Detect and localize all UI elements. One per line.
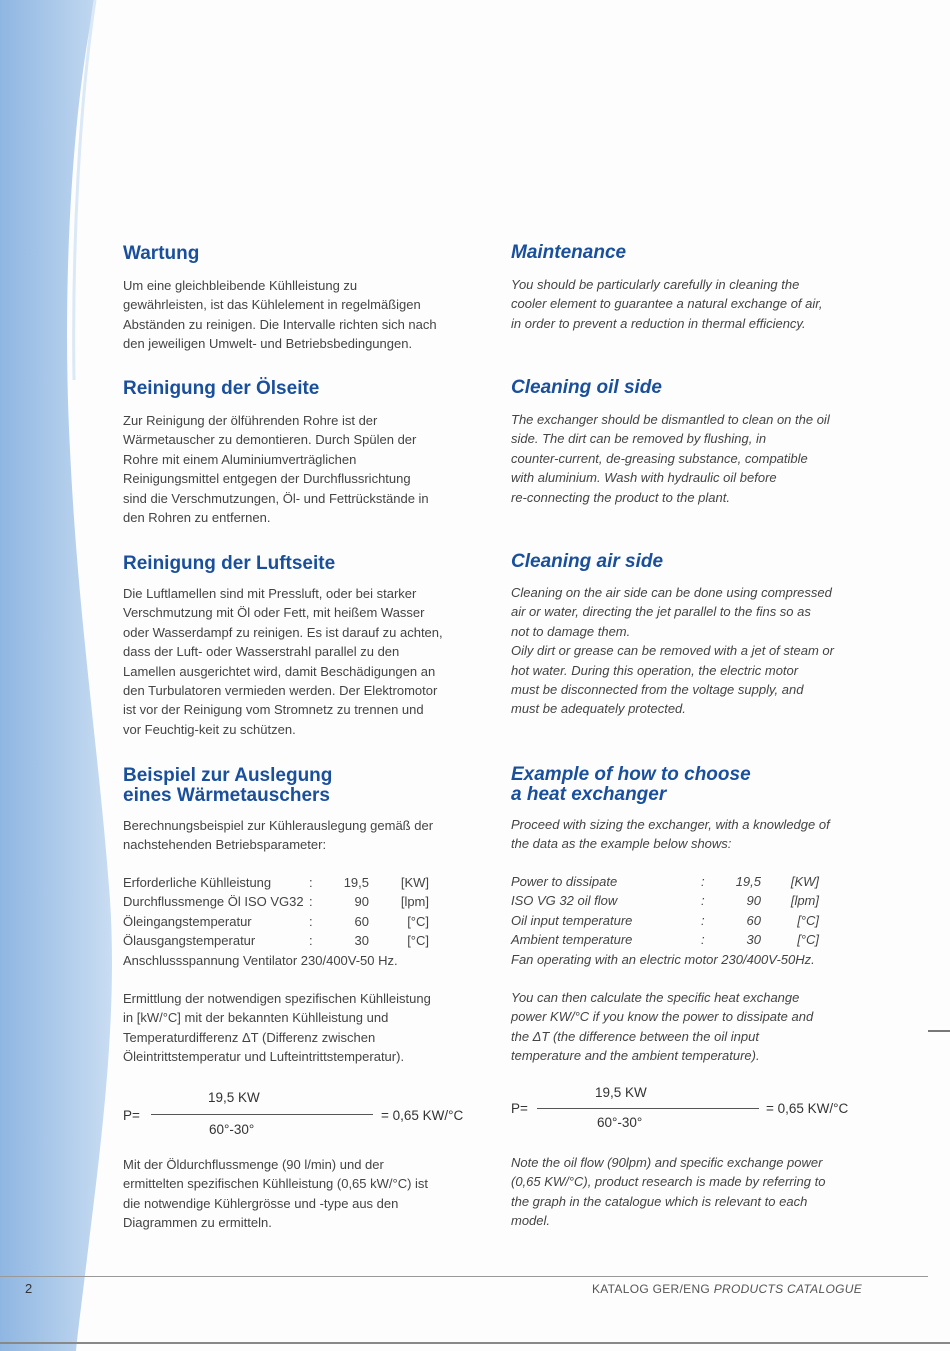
example-heading-de-line1: Beispiel zur Auslegung — [123, 765, 333, 786]
param-value: 19,5 — [735, 874, 761, 889]
table-row — [511, 872, 819, 891]
oil-side-text-de: Zur Reinigung der ölführenden Rohre ist der Wärmetauscher zu demontieren. Durch Spülen der Rohre mit einem Aluminiumverträglichen Reinigungsmittel entgegen der Durchflussrichtung sind die Verschmutzungen, Öl- und Fettrückstände in den Rohren zu entfernen. — [123, 413, 429, 526]
parameter-table-de — [123, 873, 429, 970]
param-sep: : — [701, 893, 705, 909]
parameter-table-en — [511, 872, 819, 969]
formula-numerator: 19,5 KW — [208, 1090, 260, 1105]
param-label: Durchflussmenge Öl ISO VG32 — [123, 894, 304, 910]
param-sep: : — [309, 933, 313, 949]
param-unit: [°C] — [797, 912, 819, 928]
param-sep: : — [309, 894, 313, 910]
formula-p-label: P= — [123, 1108, 140, 1123]
example-heading-en-line2: a heat exchanger — [511, 784, 667, 805]
catalog-footer — [592, 1282, 862, 1296]
fraction-line — [151, 1114, 373, 1115]
page-number: 2 — [25, 1281, 33, 1296]
edge-rule — [928, 1030, 950, 1032]
param-unit: [lpm] — [400, 894, 429, 910]
param-label: Ölausgangstemperatur — [123, 933, 256, 949]
example-heading-en-line1: Example of how to choose — [511, 764, 751, 785]
param-unit: [lpm] — [790, 893, 819, 909]
param-sep: : — [701, 932, 705, 948]
catalog-label-en: PRODUCTS CATALOGUE — [713, 1282, 862, 1296]
param-value: 60 — [354, 913, 369, 929]
air-side-text-de: Die Luftlamellen sind mit Pressluft, oder bei starker Verschmutzung mit Öl oder Fett, mit heißem Wasser oder Wasserdampf zu reinigen. Es ist darauf zu achten, dass der Luft- oder Wasserstrahl parallel zu den Lamellen ausgerichtet wird, damit Beschädigungen an den Turbulatoren vermieden werden. Der Elektromotor ist vor der Reinigung vom Stromnetz zu trennen und vor Feuchtig-keit zu schützen. — [123, 586, 443, 737]
param-value: 60 — [746, 912, 761, 928]
oil-side-heading-en: Cleaning oil side — [511, 377, 662, 398]
fraction-line — [537, 1108, 759, 1109]
param-label: Ambient temperature — [511, 932, 633, 948]
calc-text-de: Ermittlung der notwendigen spezifischen Kühlleistung in [kW/°C] mit der bekannten Kühlleistung und Temperaturdifferenz ΔT (Differenz zwischen Öleintrittstemperatur und Lufteintrittstemperatur). — [123, 991, 431, 1065]
param-sep: : — [309, 913, 313, 929]
formula-en — [511, 1085, 871, 1135]
param-unit: [°C] — [407, 933, 429, 949]
param-extra: Anschlussspannung Ventilator 230/400V-50 Hz. — [123, 952, 398, 968]
bottom-edge-rule — [0, 1342, 950, 1344]
formula-result: = 0,65 KW/°C — [381, 1108, 464, 1123]
air-side-heading-en: Cleaning air side — [511, 551, 664, 572]
catalog-label: KATALOG GER/ENG — [591, 1282, 711, 1296]
table-row — [123, 912, 429, 931]
maintenance-text-en: You should be particularly carefully in cleaning the cooler element to guarantee a natural exchange of air, in order to prevent a reduction in thermal efficiency. — [511, 277, 823, 331]
maintenance-heading-en: Maintenance — [511, 242, 627, 263]
param-value: 90 — [746, 893, 761, 909]
example-intro-en: Proceed with sizing the exchanger, with a knowledge of the data as the example below shows: — [511, 817, 830, 852]
formula-numerator: 19,5 KW — [595, 1085, 647, 1100]
final-text-en: Note the oil flow (90lpm) and specific exchange power (0,65 KW/°C), product research is made by referring to the graph in the catalogue which is relevant to each model. — [511, 1155, 826, 1229]
oil-side-text-en: The exchanger should be dismantled to clean on the oil side. The dirt can be removed by flushing, in counter-current, de-greasing substance, compatible with aluminium. Wash with hydraulic oil before re-connecting the product to the plant. — [511, 412, 830, 505]
param-value: 90 — [354, 894, 369, 910]
param-unit: [KW] — [400, 875, 429, 890]
param-label: Erforderliche Kühlleistung — [123, 875, 272, 890]
maintenance-heading-de: Wartung — [123, 243, 200, 264]
param-label: Power to dissipate — [511, 874, 618, 889]
final-text-de: Mit der Öldurchflussmenge (90 l/min) und der ermittelten spezifischen Kühlleistung (0,65 kW/°C) ist die notwendige Kühlergrösse und -type aus den Diagrammen zu ermitteln. — [123, 1157, 429, 1231]
footer-divider — [0, 1276, 928, 1277]
formula-p-label: P= — [511, 1101, 528, 1116]
air-side-text-en: Cleaning on the air side can be done using compressed air or water, directing the jet parallel to the fins so as not to damage them. Oily dirt or grease can be removed with a jet of steam or hot water. During this operation, the electric motor must be disconnected from the voltage supply, and must be adequately protected. — [511, 585, 834, 717]
example-intro-de: Berechnungsbeispiel zur Kühlerauslegung gemäß der nachstehenden Betriebsparameter: — [123, 818, 434, 853]
param-value: 30 — [354, 933, 369, 949]
param-unit: [KW] — [790, 874, 819, 889]
formula-denominator: 60°-30° — [597, 1115, 643, 1130]
maintenance-text-de: Um eine gleichbleibende Kühlleistung zu gewährleisten, ist das Kühlelement in regelmäßigen Abständen zu reinigen. Die Intervalle richten sich nach den jeweiligen Umwelt- und Betriebsbedingungen. — [123, 278, 437, 352]
param-value: 19,5 — [343, 875, 369, 890]
formula-de — [123, 1090, 483, 1140]
table-row — [123, 892, 429, 911]
param-unit: [°C] — [797, 932, 819, 948]
calc-text-en: You can then calculate the specific heat exchange power KW/°C if you know the power to dissipate and the ΔT (the difference between the oil input temperature and the ambient temperature). — [511, 990, 814, 1064]
param-sep: : — [701, 874, 705, 889]
table-row — [511, 911, 819, 930]
table-row — [123, 951, 429, 970]
table-row — [123, 931, 429, 950]
table-row — [511, 930, 819, 949]
formula-denominator: 60°-30° — [209, 1122, 255, 1137]
param-label: Oil input temperature — [511, 912, 633, 928]
param-label: ISO VG 32 oil flow — [511, 893, 618, 909]
oil-side-heading-de: Reinigung der Ölseite — [123, 378, 320, 399]
example-heading-de-line2: eines Wärmetauschers — [123, 785, 330, 806]
param-unit: [°C] — [407, 913, 429, 929]
param-sep: : — [309, 875, 313, 890]
param-extra: Fan operating with an electric motor 230/400V-50Hz. — [511, 951, 815, 967]
air-side-heading-de: Reinigung der Luftseite — [123, 553, 336, 574]
param-label: Öleingangstemperatur — [123, 913, 252, 929]
table-row — [511, 891, 819, 910]
table-row — [123, 873, 429, 892]
table-row — [511, 950, 819, 969]
param-value: 30 — [746, 932, 761, 948]
formula-result: = 0,65 KW/°C — [766, 1101, 849, 1116]
param-sep: : — [701, 912, 705, 928]
